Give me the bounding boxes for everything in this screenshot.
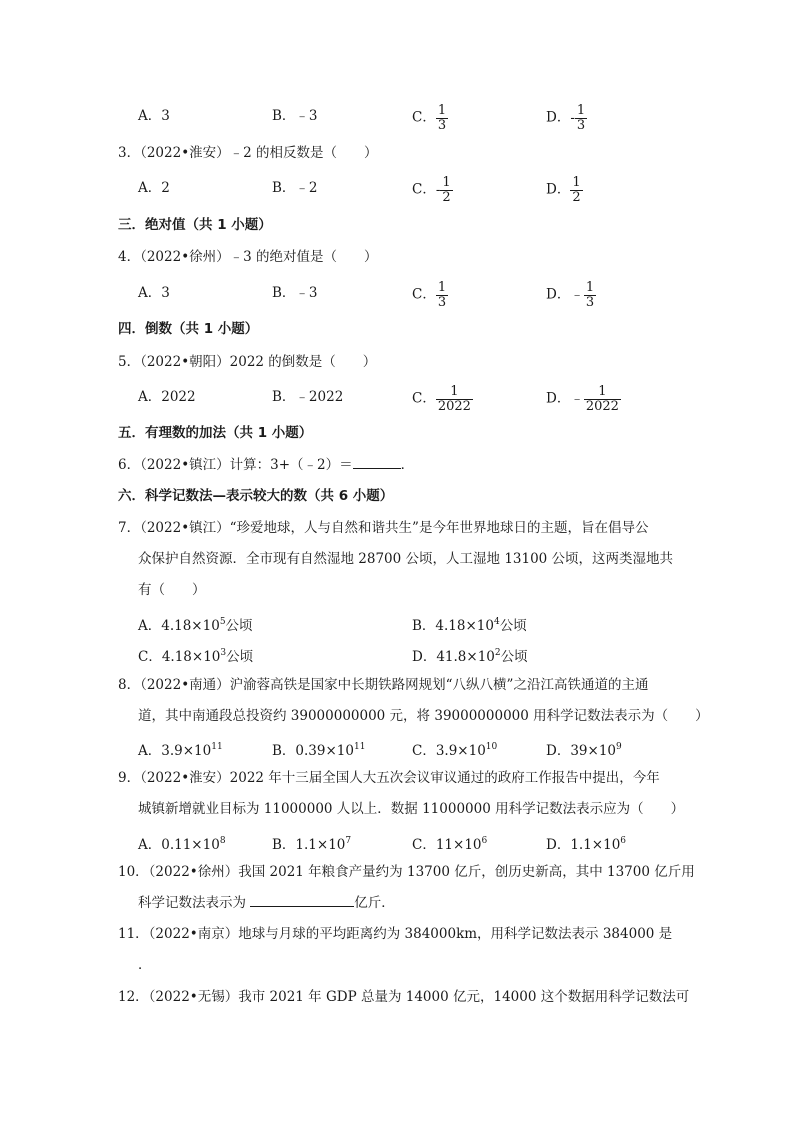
q11-text: ． — [138, 957, 152, 973]
exponent: 11 — [353, 742, 366, 752]
q3-option-b: B．﹣2 — [272, 180, 318, 196]
q8-text: 8．（2022•南通）沪渝蓉高铁是国家中长期铁路网规划“八纵八横”之沿江高铁通道的主通 — [118, 677, 649, 693]
numerator: 1 — [450, 384, 459, 399]
numerator: 1 — [572, 175, 581, 190]
option-text: C．3.9×10 — [412, 743, 486, 759]
numerator: 1 — [585, 280, 595, 295]
q9-line-2 — [0, 797, 794, 821]
denominator: 3 — [437, 294, 447, 310]
q7-option-b — [412, 610, 527, 638]
q2-options — [0, 103, 794, 133]
minus-sign: - — [570, 110, 575, 127]
q4-option-d — [546, 281, 596, 309]
exponent: 4 — [493, 617, 500, 627]
unit: 公顷 — [499, 618, 527, 634]
q5-option-b: B．﹣2022 — [272, 389, 344, 405]
section-5-heading — [0, 421, 794, 445]
q10-line-1 — [0, 860, 794, 884]
q4-option-c — [412, 281, 448, 309]
q12-text: 12．（2022•无锡）我市 2021 年 GDP 总量为 14000 亿元，14000 这个数据用科学记数法可 — [118, 989, 690, 1005]
option-label: D．﹣ — [546, 286, 584, 303]
q9-option-b — [272, 829, 351, 857]
q7-line-1 — [0, 516, 794, 540]
section-4-heading — [0, 317, 794, 341]
section-title: 六．科学记数法—表示较大的数（共 6 小题） — [118, 488, 394, 504]
section-3-heading — [0, 213, 794, 237]
q6-stem — [118, 453, 414, 477]
option-text: D．39×10 — [546, 743, 616, 759]
answer-blank[interactable] — [353, 454, 401, 469]
option-text: D．1.1×10 — [546, 837, 621, 853]
q7-option-c — [138, 641, 253, 669]
q2-option-d — [546, 104, 587, 132]
q7-line-3 — [0, 578, 794, 602]
q8-text: 道，其中南通段总投资约 39000000000 元，将 39000000000 用科学记数法表示为（ ） — [138, 708, 709, 724]
option-label: C． — [412, 181, 436, 198]
q9-options — [0, 829, 794, 853]
exponent: 2 — [494, 648, 501, 658]
fraction — [575, 104, 587, 132]
q6-text: 6．（2022•镇江）计算：3+（﹣2）＝ — [118, 457, 353, 473]
fraction — [436, 104, 448, 132]
q10-text-post: 亿斤． — [354, 895, 395, 911]
numerator: 1 — [437, 103, 447, 118]
q3-option-d — [546, 176, 583, 204]
q3-options — [0, 175, 794, 205]
q8-line-1 — [0, 673, 794, 697]
q2-option-a: A．3 — [138, 108, 170, 124]
q4-options — [0, 280, 794, 310]
option-label: D． — [546, 109, 571, 126]
q4-stem: 4．（2022•徐州）﹣3 的绝对值是（ ） — [118, 249, 378, 265]
exponent: 3 — [220, 648, 227, 658]
exponent: 10 — [485, 742, 498, 752]
numerator: 1 — [437, 280, 447, 295]
numerator: 1 — [442, 175, 451, 190]
q4-option-b: B．﹣3 — [272, 285, 318, 301]
q8-option-a — [138, 735, 223, 763]
q4-option-a: A．3 — [138, 285, 170, 301]
option-text: A．3.9×10 — [138, 743, 212, 759]
q7-options-row-1 — [0, 610, 794, 634]
option-text: B．0.39×10 — [272, 743, 354, 759]
unit: 公顷 — [225, 618, 253, 634]
q10-text — [138, 891, 395, 915]
q5-stem: 5．（2022•朝阳）2022 的倒数是（ ） — [118, 354, 377, 370]
q6-line — [0, 453, 794, 477]
numerator: 1 — [598, 384, 607, 399]
q12-line-1 — [0, 985, 794, 1009]
q7-text: 7．（2022•镇江）“珍爱地球，人与自然和谐共生”是今年世界地球日的主题，旨在倡导公 — [118, 520, 649, 536]
q9-text: 9．（2022•淮安）2022 年十三届全国人大五次会议审议通过的政府工作报告中提出，今年 — [118, 770, 660, 786]
exponent: 9 — [616, 742, 622, 752]
option-text: C．4.18×10 — [138, 649, 221, 665]
q6-end: ． — [400, 457, 415, 473]
exponent: 6 — [620, 836, 627, 846]
option-text: D．41.8×10 — [412, 649, 495, 665]
q10-text-pre: 科学记数法表示为 — [138, 895, 251, 911]
denominator: 3 — [576, 117, 586, 133]
q10-line-2 — [0, 891, 794, 915]
q7-line-2 — [0, 547, 794, 571]
option-text: A．0.11×10 — [138, 837, 220, 853]
section-title: 三．绝对值（共 1 小题） — [118, 217, 272, 233]
q9-line-1 — [0, 766, 794, 790]
q2-option-c — [412, 104, 448, 132]
q7-options-row-2 — [0, 641, 794, 665]
exponent: 6 — [481, 836, 488, 846]
q9-option-d — [546, 829, 626, 857]
q8-options — [0, 735, 794, 759]
q3-stem-line — [0, 141, 794, 165]
exponent: 8 — [219, 836, 226, 846]
q4-stem-line — [0, 245, 794, 269]
q5-options — [0, 384, 794, 414]
fraction — [436, 281, 448, 309]
fraction — [570, 176, 582, 204]
q5-option-a: A．2022 — [138, 389, 196, 405]
option-text: B．4.18×10 — [412, 618, 494, 634]
q8-option-b — [272, 735, 365, 763]
q7-option-a — [138, 610, 253, 638]
option-label: C． — [412, 286, 436, 303]
section-title: 四．倒数（共 1 小题） — [118, 321, 259, 337]
q5-stem-line — [0, 350, 794, 374]
q3-option-a: A．2 — [138, 180, 170, 196]
q7-text: 有（ ） — [138, 582, 206, 598]
exponent: 5 — [219, 617, 226, 627]
option-label: D．﹣ — [546, 390, 584, 407]
q7-option-d — [412, 641, 528, 669]
minus-sign: - — [435, 182, 441, 199]
q3-option-c — [412, 176, 453, 204]
q5-option-c — [412, 385, 473, 413]
q7-text: 众保护自然资源．全市现有自然湿地 28700 公顷，人工湿地 13100 公顷，这两类湿地共 — [138, 551, 674, 567]
section-title: 五．有理数的加法（共 1 小题） — [118, 425, 313, 441]
q3-stem: 3．（2022•淮安）﹣2 的相反数是（ ） — [118, 145, 378, 161]
option-text: C．11×10 — [412, 837, 482, 853]
q11-line-2 — [0, 953, 794, 977]
denominator: 2 — [442, 189, 451, 205]
q5-option-d — [546, 385, 621, 413]
fraction — [584, 281, 596, 309]
section-6-heading — [0, 484, 794, 508]
fraction — [584, 385, 621, 413]
q10-text: 10．（2022•徐州）我国 2021 年粮食产量约为 13700 亿斤，创历史新高，其中 13700 亿斤用 — [118, 864, 695, 880]
fraction — [436, 385, 473, 413]
option-text: B．1.1×10 — [272, 837, 346, 853]
unit: 公顷 — [226, 649, 254, 665]
q8-option-d — [546, 735, 622, 763]
q2-option-b: B．﹣3 — [272, 108, 318, 124]
fraction — [440, 176, 452, 204]
option-label: C． — [412, 390, 436, 407]
q8-option-c — [412, 735, 497, 763]
unit: 公顷 — [500, 649, 528, 665]
option-label: D． — [546, 181, 571, 198]
answer-blank[interactable] — [250, 892, 354, 907]
exponent: 11 — [211, 742, 223, 752]
option-text: A．4.18×10 — [138, 618, 220, 634]
denominator: 3 — [585, 294, 595, 310]
q11-line-1 — [0, 922, 794, 946]
denominator: 3 — [437, 117, 447, 133]
q9-option-a — [138, 829, 226, 857]
q11-text: 11．（2022•南京）地球与月球的平均距离约为 384000km，用科学记数法表示 384000 是 — [118, 926, 673, 942]
numerator: 1 — [576, 103, 586, 118]
denominator: 2 — [572, 189, 581, 205]
option-label: C． — [412, 109, 436, 126]
exponent: 7 — [345, 836, 352, 846]
denominator: 2022 — [437, 398, 471, 414]
denominator: 2022 — [585, 398, 619, 414]
q9-text: 城镇新增就业目标为 11000000 人以上．数据 11000000 用科学记数法表示应为（ ） — [138, 801, 685, 817]
q8-line-2 — [0, 704, 794, 728]
q9-option-c — [412, 829, 487, 857]
